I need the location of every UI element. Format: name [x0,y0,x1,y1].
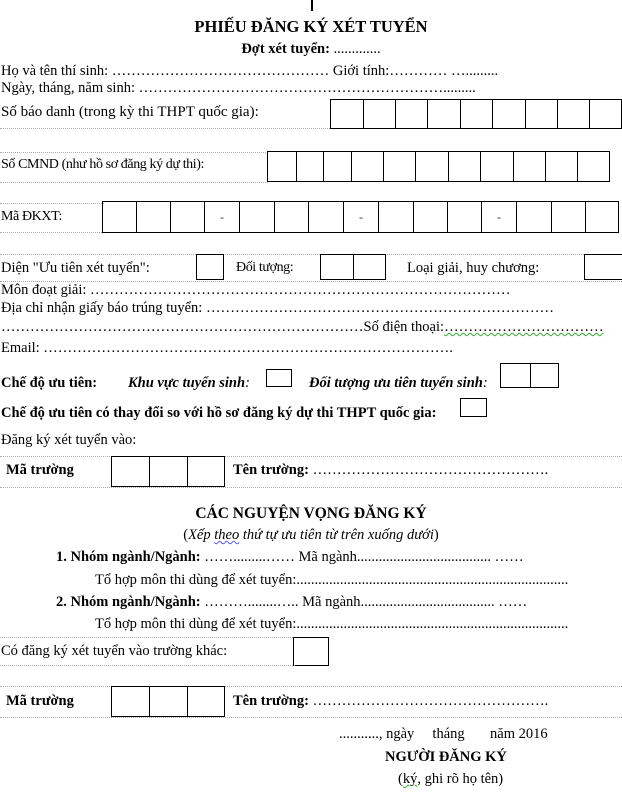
mon-line [1,282,511,299]
divider [0,232,104,233]
dob-line [1,80,476,97]
wish-1 [56,549,524,566]
dkxt-cell[interactable] [551,201,585,233]
school-name-field[interactable]: …………………………………………. [308,462,549,478]
signer-note [398,771,503,788]
combo-field[interactable]: ........................................................................... [296,572,569,588]
note-word: ký [402,771,418,787]
dkxt-cell[interactable] [308,201,343,233]
phone-line [1,319,604,336]
cmnd-label: Số CMND (như hồ sơ đăng ký dự thi): [1,157,205,172]
register-to-label: Đăng ký xét tuyển vào: [1,432,137,448]
subtitle-word: theo [214,527,240,543]
subtitle-word: Xếp [188,527,211,543]
gender-label: Giới tính: [329,63,390,79]
address-label: Địa chỉ nhận giấy báo trúng tuyển: [1,300,203,316]
sbd-cell[interactable] [460,99,492,129]
dob-field[interactable]: ………………………………………………………......... [134,80,476,96]
cmnd-cell[interactable] [351,151,383,182]
major-code-label: Mã ngành [298,594,361,610]
school-code-label: Mã trường [6,462,74,478]
sbd-cell[interactable] [525,99,557,129]
school-code-cell[interactable] [187,686,225,717]
sbd-cell[interactable] [427,99,460,129]
dkxt-boxes [102,201,619,233]
khuvuc-cell[interactable] [266,369,292,387]
wish-2 [56,594,527,611]
wish-field[interactable]: ………........….. [200,594,299,610]
doituong-boxes [320,254,386,280]
divider [0,665,295,666]
school-name-field[interactable]: …………………………………………. [308,693,549,709]
dkxt-cell[interactable] [447,201,481,233]
divider [0,152,268,153]
school-name-line [233,693,548,710]
school-code-label: Mã trường [6,693,74,709]
other-school-box [293,637,329,666]
sbd-cell[interactable] [330,99,363,129]
major-code-field[interactable]: ..................................... …… [360,594,528,610]
cmnd-cell[interactable] [323,151,351,182]
colon: : [245,375,250,391]
mon-field[interactable]: …………………………………………………………………………… [86,282,511,298]
address-field-cont[interactable]: ………………………………………………………………… [1,319,364,335]
email-line [1,340,453,357]
round-line [0,41,622,58]
cmnd-cell[interactable] [513,151,545,182]
change-cell[interactable] [460,398,487,417]
school-name-label: Tên trường: [233,462,309,478]
note-rest: , ghi rõ họ tên) [417,771,504,787]
paren: ( [398,771,403,787]
school-code-boxes [111,686,225,717]
cmnd-cell[interactable] [577,151,610,182]
dkxt-separator: - [481,201,516,233]
subtitle-rest: thứ tự ưu tiên từ trên xuống dưới [239,527,434,543]
doituong-ut-line [309,375,488,392]
sbd-cell[interactable] [363,99,395,129]
loaigiai-label: Loại giải, huy chương: [407,260,540,276]
phone-field[interactable]: …………………………… [444,319,604,335]
school-code-cell[interactable] [111,686,149,717]
name-field[interactable]: ……………………………………… [108,63,330,79]
wish-label: 1. Nhóm ngành/Ngành: [56,549,201,565]
divider [0,487,622,488]
cmnd-cell[interactable] [267,151,296,182]
date-line[interactable]: ..........., ngày tháng năm 2016 [339,726,548,742]
dkxt-cell[interactable] [136,201,170,233]
wish-field[interactable]: …….........…… [200,549,295,565]
doituong-ut-cell[interactable] [500,363,530,388]
form-title: PHIẾU ĐĂNG KÝ XÉT TUYỂN [194,17,428,36]
dkxt-cell[interactable] [239,201,274,233]
dkxt-cell[interactable] [274,201,308,233]
school-code-cell[interactable] [149,686,187,717]
dkxt-cell[interactable] [585,201,619,233]
divider [0,254,622,255]
signer-title: NGƯỜI ĐĂNG KÝ [385,749,507,765]
divider [0,128,330,129]
divider [0,717,622,718]
round-label: Đợt xét tuyển: [241,41,330,57]
name-line [1,63,498,80]
major-code-label: Mã ngành [294,549,357,565]
doituong-ut-label: Đối tượng ưu tiên tuyển sinh [309,375,483,391]
email-label: Email: [1,340,40,356]
khuvuc-line [128,375,250,392]
combo-label: Tổ hợp môn thi dùng để xét tuyển: [95,572,297,588]
divider [0,203,104,204]
doituong-label: Đối tượng: [236,260,294,275]
cmnd-cell[interactable] [480,151,513,182]
paren: ( [183,527,189,543]
dkxt-cell[interactable] [516,201,551,233]
other-school-cell[interactable] [293,637,329,666]
email-field[interactable]: …………………………………………………………………………. [39,340,453,356]
wishes-title: CÁC NGUYỆN VỌNG ĐĂNG KÝ [195,505,427,522]
address-line [1,300,554,317]
combo-label: Tổ hợp môn thi dùng để xét tuyển: [95,616,297,632]
khuvuc-box [266,369,292,387]
gender-field[interactable]: ………… …......... [389,63,499,79]
cmnd-cell[interactable] [383,151,415,182]
paren: ) [433,527,439,543]
doituong-ut-boxes [500,363,559,388]
sbd-label: Số báo danh (trong kỳ thi THPT quốc gia): [1,104,259,120]
sbd-cell[interactable] [557,99,589,129]
sbd-boxes [330,99,622,129]
chedo-line [1,375,97,392]
dkxt-separator: - [204,201,239,233]
address-field[interactable]: ……………………………………………………………… [202,300,554,316]
school-code-cell[interactable] [111,456,149,487]
wish-label: 2. Nhóm ngành/Ngành: [56,594,201,610]
dkxt-separator: - [343,201,378,233]
sbd-cell[interactable] [589,99,622,129]
dkxt-cell[interactable] [102,201,136,233]
round-field[interactable]: ............. [329,41,381,57]
dien-box [196,254,224,280]
colon: : [482,375,488,391]
cmnd-boxes [267,151,610,182]
dkxt-label: Mã ĐKXT: [1,209,63,224]
dkxt-cell[interactable] [378,201,413,233]
major-code-field[interactable]: ..................................... …… [356,549,524,565]
cmnd-cell[interactable] [415,151,448,182]
chedo-label: Chế độ ưu tiên: [1,375,98,391]
change-label: Chế độ ưu tiên có thay đổi so với hồ sơ đăng ký dự thi THPT quốc gia: [1,405,437,421]
school-code-boxes [111,456,225,487]
cmnd-cell[interactable] [448,151,480,182]
dob-label: Ngày, tháng, năm sinh: [1,80,135,96]
divider [0,637,295,638]
cmnd-cell[interactable] [545,151,577,182]
combo-field[interactable]: ........................................................................... [296,616,569,632]
wish-1-combo [95,572,568,589]
change-box [460,398,487,417]
loaigiai-box [584,254,622,280]
dkxt-cell[interactable] [170,201,204,233]
sbd-cell[interactable] [492,99,525,129]
doituong-cell[interactable] [353,254,386,280]
page-marker [311,0,313,11]
school-code-cell[interactable] [187,456,225,487]
wishes-subtitle [0,527,622,544]
school-name-line [233,462,548,479]
divider [0,456,622,457]
loaigiai-cell[interactable] [584,254,622,280]
school-name-label: Tên trường: [233,693,309,709]
name-label: Họ và tên thí sinh: [1,63,109,79]
cmnd-cell[interactable] [296,151,323,182]
divider [0,182,268,183]
sbd-cell[interactable] [395,99,427,129]
divider [0,686,622,687]
khuvuc-label: Khu vực tuyển sinh [128,375,246,391]
dien-cell[interactable] [196,254,224,280]
phone-label: Số điện thoại: [363,319,445,335]
mon-label: Môn đoạt giải: [1,282,87,298]
dkxt-cell[interactable] [413,201,447,233]
dien-label: Diện "Ưu tiên xét tuyển": [1,260,150,276]
wish-2-combo [95,616,568,633]
doituong-ut-cell[interactable] [530,363,559,388]
school-code-cell[interactable] [149,456,187,487]
other-school-label: Có đăng ký xét tuyển vào trường khác: [1,643,228,659]
doituong-cell[interactable] [320,254,353,280]
